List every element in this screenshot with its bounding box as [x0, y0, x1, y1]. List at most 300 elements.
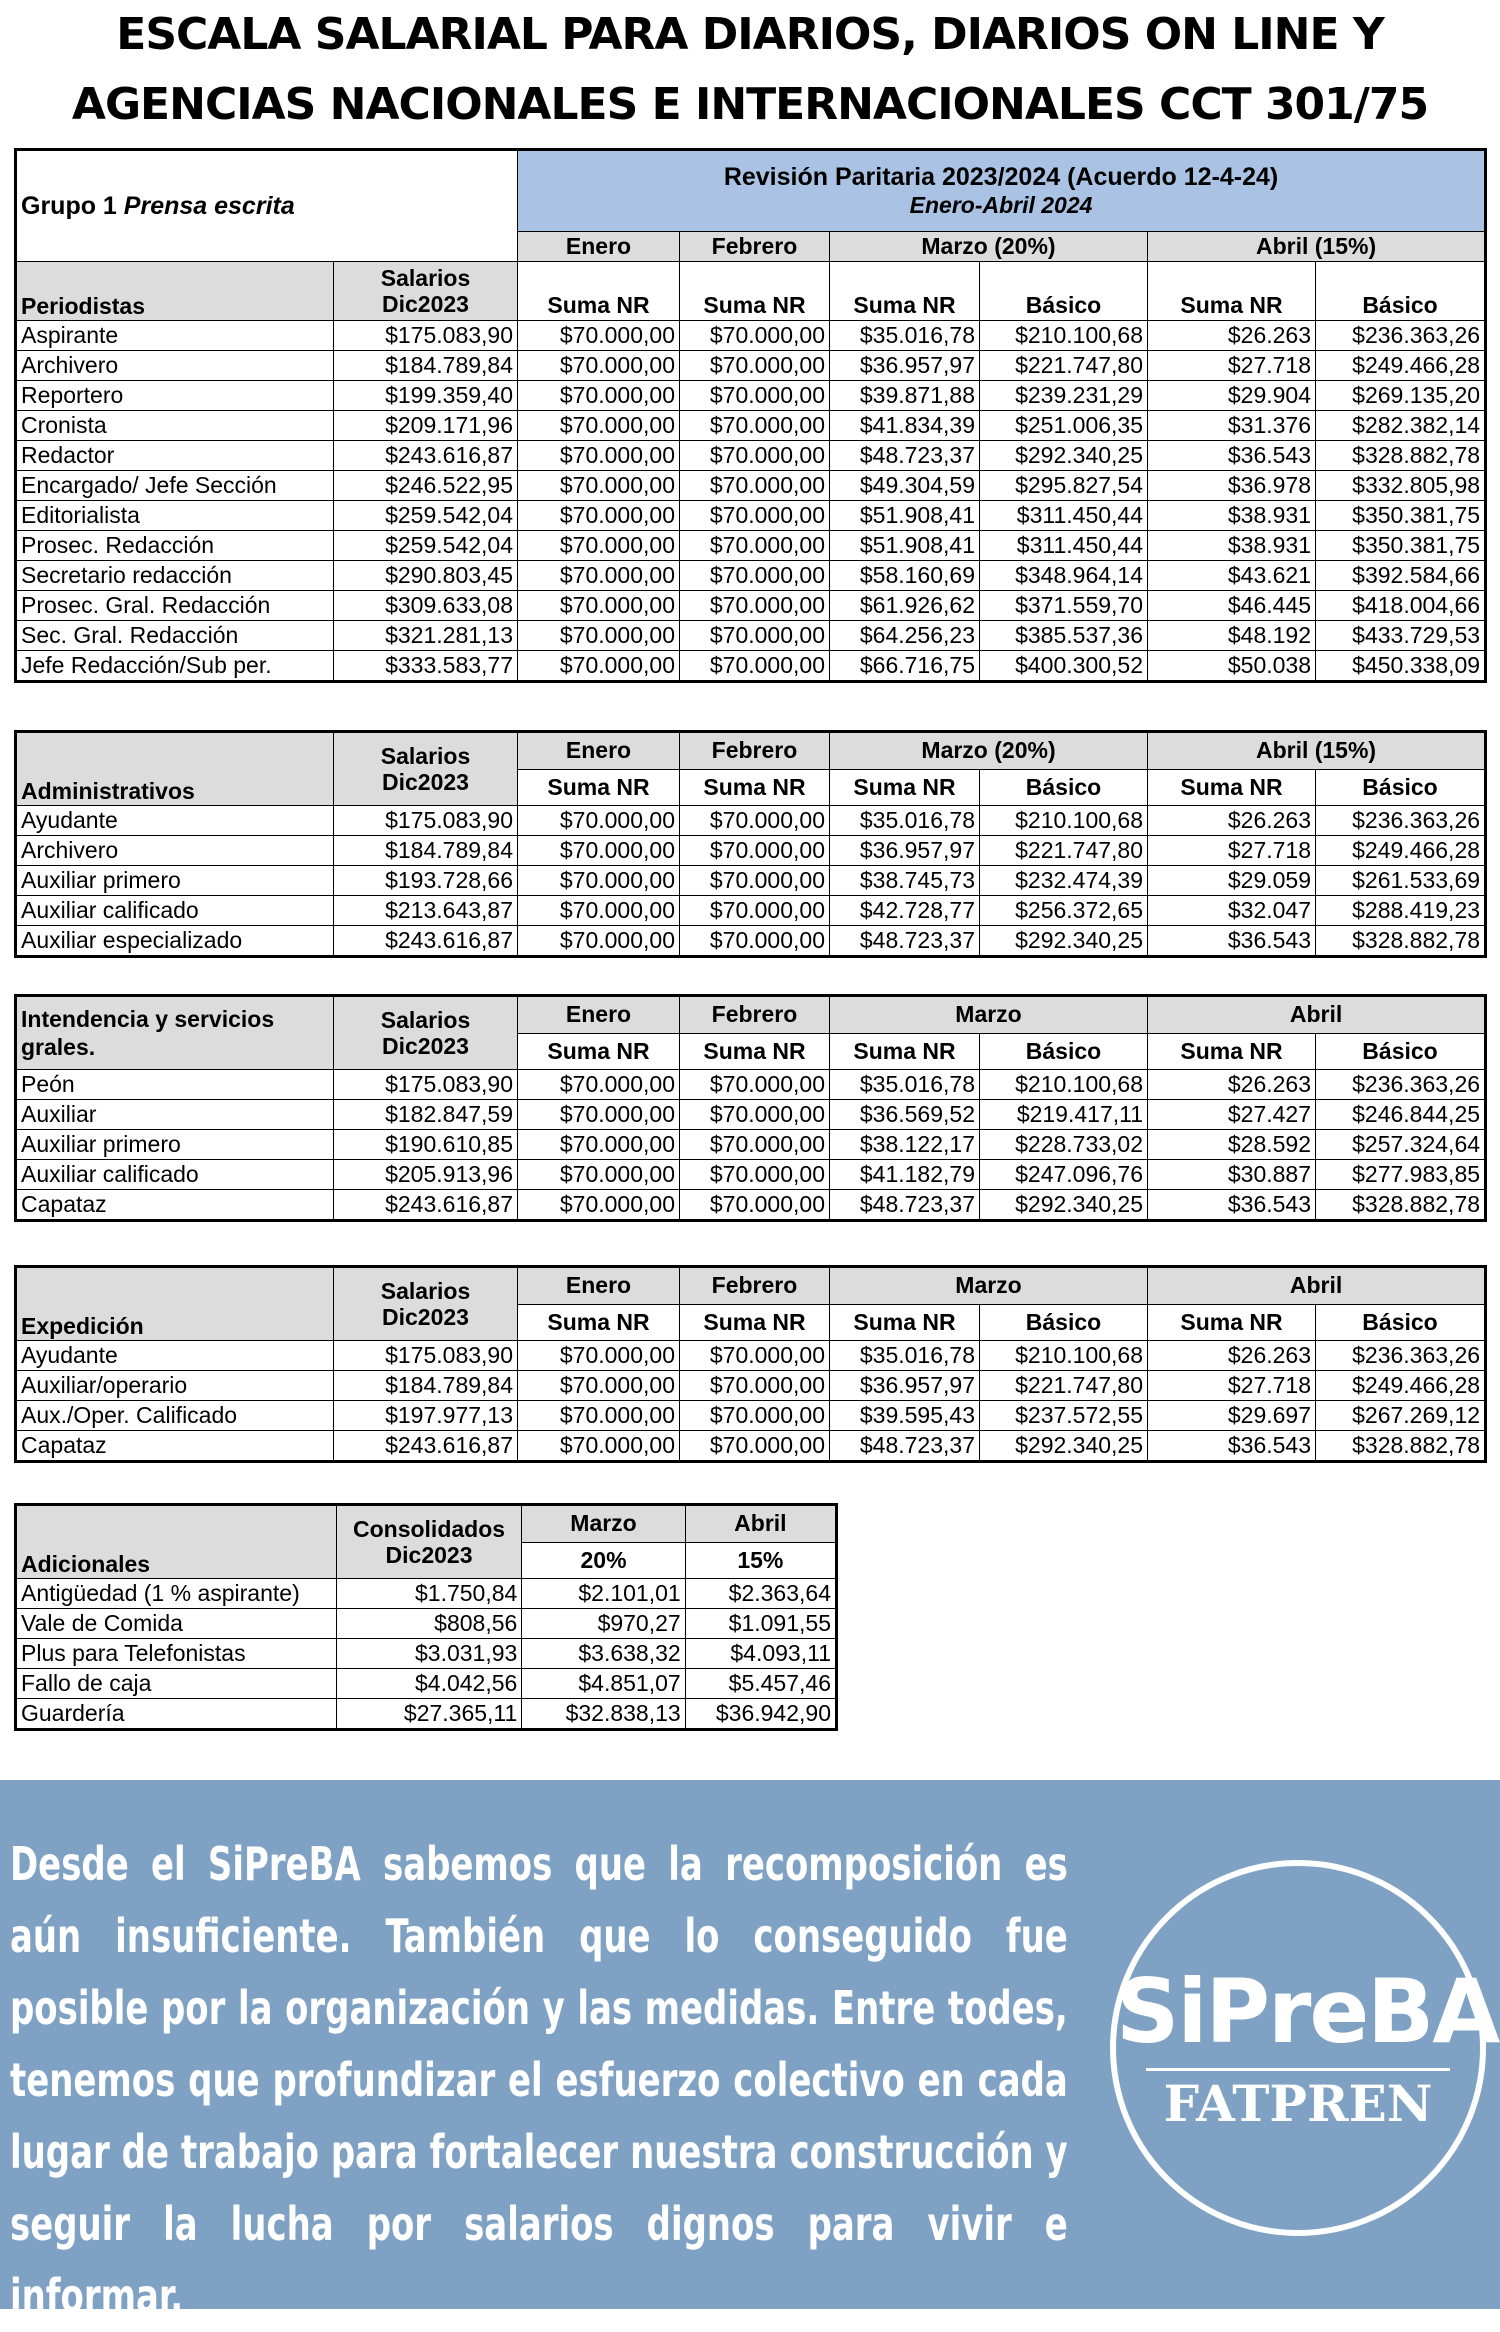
value-cell: $190.610,85 — [334, 1130, 518, 1160]
section-title — [16, 996, 334, 1070]
table-row — [16, 351, 1486, 381]
table-row — [16, 1160, 1486, 1190]
col-basico: Básico — [1316, 1304, 1486, 1340]
table-row — [16, 896, 1486, 926]
value-cell: $182.847,59 — [334, 1100, 518, 1130]
col-suma-nr: Suma NR — [830, 769, 980, 805]
col-febrero: Febrero — [680, 732, 830, 770]
dic-label: Dic2023 — [382, 1033, 469, 1059]
value-cell: $70.000,00 — [680, 411, 830, 441]
revision-header — [518, 150, 1486, 232]
table-row — [16, 1070, 1486, 1100]
col-suma-nr: Suma NR — [518, 769, 680, 805]
row-label: Prosec. Gral. Redacción — [16, 591, 334, 621]
value-cell: $70.000,00 — [680, 441, 830, 471]
table-row — [16, 1669, 837, 1699]
value-cell: $199.359,40 — [334, 381, 518, 411]
section-title-line-1: Intendencia y servicios — [21, 1006, 275, 1032]
value-cell: $70.000,00 — [518, 1401, 680, 1431]
value-cell: $36.543 — [1148, 926, 1316, 957]
col-marzo: Marzo (20%) — [830, 232, 1148, 262]
row-label: Sec. Gral. Redacción — [16, 621, 334, 651]
value-cell: $205.913,96 — [334, 1160, 518, 1190]
value-cell: $277.983,85 — [1316, 1160, 1486, 1190]
value-cell: $48.723,37 — [830, 926, 980, 957]
col-marzo: Marzo — [830, 996, 1148, 1034]
value-cell: $210.100,68 — [980, 321, 1148, 351]
value-cell: $26.263 — [1148, 1341, 1316, 1371]
value-cell: $311.450,44 — [980, 501, 1148, 531]
row-label: Plus para Telefonistas — [16, 1639, 337, 1669]
value-cell: $70.000,00 — [680, 926, 830, 957]
salarios-label: Salarios — [380, 1007, 471, 1033]
row-label: Encargado/ Jefe Sección — [16, 471, 334, 501]
table-row — [16, 531, 1486, 561]
expedicion-rows — [16, 1341, 1486, 1462]
col-suma-nr: Suma NR — [1148, 1304, 1316, 1340]
value-cell: $259.542,04 — [334, 501, 518, 531]
col-abril: Abril — [1148, 1267, 1486, 1305]
col-suma-nr: Suma NR — [1148, 262, 1316, 321]
value-cell: $4.851,07 — [522, 1669, 685, 1699]
value-cell: $4.042,56 — [336, 1669, 522, 1699]
value-cell: $70.000,00 — [680, 1070, 830, 1100]
col-basico: Básico — [1316, 262, 1486, 321]
col-febrero: Febrero — [680, 1267, 830, 1305]
col-abril: Abril (15%) — [1148, 732, 1486, 770]
value-cell: $246.522,95 — [334, 471, 518, 501]
consolidados-label: Consolidados — [352, 1516, 506, 1542]
value-cell: $228.733,02 — [980, 1130, 1148, 1160]
value-cell: $70.000,00 — [518, 836, 680, 866]
value-cell: $70.000,00 — [518, 926, 680, 957]
value-cell: $70.000,00 — [680, 321, 830, 351]
value-cell: $61.926,62 — [830, 591, 980, 621]
value-cell: $39.871,88 — [830, 381, 980, 411]
row-label: Archivero — [16, 351, 334, 381]
table-row — [16, 321, 1486, 351]
value-cell: $70.000,00 — [518, 1070, 680, 1100]
value-cell: $27.365,11 — [336, 1699, 522, 1730]
col-suma-nr: Suma NR — [830, 1033, 980, 1069]
col-enero: Enero — [518, 232, 680, 262]
value-cell: $256.372,65 — [980, 896, 1148, 926]
table-row — [16, 1431, 1486, 1462]
row-label: Ayudante — [16, 806, 334, 836]
value-cell: $175.083,90 — [334, 321, 518, 351]
col-marzo: Marzo — [830, 1267, 1148, 1305]
value-cell: $2.101,01 — [522, 1579, 685, 1609]
col-basico: Básico — [980, 769, 1148, 805]
intendencia-table — [14, 994, 1487, 1222]
dic-label: Dic2023 — [382, 769, 469, 795]
value-cell: $70.000,00 — [518, 321, 680, 351]
document-title — [0, 0, 1500, 140]
row-label: Auxiliar — [16, 1100, 334, 1130]
value-cell: $30.887 — [1148, 1160, 1316, 1190]
value-cell: $70.000,00 — [680, 1190, 830, 1221]
value-cell: $70.000,00 — [518, 1341, 680, 1371]
value-cell: $58.160,69 — [830, 561, 980, 591]
value-cell: $70.000,00 — [680, 351, 830, 381]
value-cell: $70.000,00 — [518, 531, 680, 561]
value-cell: $232.474,39 — [980, 866, 1148, 896]
section-title: Administrativos — [16, 732, 334, 806]
revision-title: Revisión Paritaria 2023/2024 (Acuerdo 12-4-24) — [723, 163, 1279, 191]
col-suma-nr: Suma NR — [680, 769, 830, 805]
value-cell: $26.263 — [1148, 321, 1316, 351]
value-cell: $70.000,00 — [680, 591, 830, 621]
row-label: Aux./Oper. Calificado — [16, 1401, 334, 1431]
value-cell: $221.747,80 — [980, 351, 1148, 381]
group-label-cell — [16, 150, 518, 262]
col-pct-15: 15% — [685, 1542, 836, 1578]
value-cell: $51.908,41 — [830, 501, 980, 531]
value-cell: $36.543 — [1148, 1431, 1316, 1462]
value-cell: $350.381,75 — [1316, 501, 1486, 531]
value-cell: $41.834,39 — [830, 411, 980, 441]
value-cell: $27.718 — [1148, 1371, 1316, 1401]
table-row — [16, 1579, 837, 1609]
col-suma-nr: Suma NR — [518, 262, 680, 321]
value-cell: $27.718 — [1148, 836, 1316, 866]
periodistas-rows — [16, 321, 1486, 682]
value-cell: $175.083,90 — [334, 806, 518, 836]
value-cell: $332.805,98 — [1316, 471, 1486, 501]
value-cell: $221.747,80 — [980, 836, 1148, 866]
value-cell: $26.263 — [1148, 806, 1316, 836]
value-cell: $70.000,00 — [680, 651, 830, 682]
value-cell: $29.904 — [1148, 381, 1316, 411]
value-cell: $385.537,36 — [980, 621, 1148, 651]
table-row — [16, 651, 1486, 682]
value-cell: $36.957,97 — [830, 1371, 980, 1401]
col-suma-nr: Suma NR — [680, 1033, 830, 1069]
table-row — [16, 1371, 1486, 1401]
value-cell: $70.000,00 — [518, 471, 680, 501]
row-label: Capataz — [16, 1431, 334, 1462]
value-cell: $43.621 — [1148, 561, 1316, 591]
value-cell: $70.000,00 — [680, 866, 830, 896]
col-basico: Básico — [980, 1304, 1148, 1340]
value-cell: $418.004,66 — [1316, 591, 1486, 621]
value-cell: $236.363,26 — [1316, 1070, 1486, 1100]
table-row — [16, 561, 1486, 591]
expedicion-table — [14, 1265, 1487, 1463]
value-cell: $247.096,76 — [980, 1160, 1148, 1190]
value-cell: $328.882,78 — [1316, 1431, 1486, 1462]
value-cell: $70.000,00 — [518, 896, 680, 926]
col-basico: Básico — [1316, 1033, 1486, 1069]
value-cell: $309.633,08 — [334, 591, 518, 621]
row-label: Capataz — [16, 1190, 334, 1221]
row-label: Guardería — [16, 1699, 337, 1730]
value-cell: $70.000,00 — [518, 1130, 680, 1160]
periodistas-table — [14, 148, 1487, 683]
col-basico: Básico — [1316, 769, 1486, 805]
value-cell: $48.192 — [1148, 621, 1316, 651]
row-label: Auxiliar/operario — [16, 1371, 334, 1401]
value-cell: $32.047 — [1148, 896, 1316, 926]
col-enero: Enero — [518, 996, 680, 1034]
row-label: Auxiliar especializado — [16, 926, 334, 957]
value-cell: $38.931 — [1148, 501, 1316, 531]
value-cell: $249.466,28 — [1316, 351, 1486, 381]
table-row — [16, 1100, 1486, 1130]
row-label: Auxiliar calificado — [16, 1160, 334, 1190]
row-label: Jefe Redacción/Sub per. — [16, 651, 334, 682]
value-cell: $251.006,35 — [980, 411, 1148, 441]
value-cell: $269.135,20 — [1316, 381, 1486, 411]
value-cell: $35.016,78 — [830, 806, 980, 836]
col-suma-nr: Suma NR — [680, 1304, 830, 1340]
value-cell: $175.083,90 — [334, 1070, 518, 1100]
intendencia-rows — [16, 1070, 1486, 1221]
salarios-header — [334, 732, 518, 806]
table-row — [16, 926, 1486, 957]
title-line-2: AGENCIAS NACIONALES E INTERNACIONALES CCT 301/75 — [71, 79, 1429, 130]
section-title-line-2: grales. — [21, 1034, 96, 1060]
col-suma-nr: Suma NR — [830, 1304, 980, 1340]
col-febrero: Febrero — [680, 232, 830, 262]
value-cell: $70.000,00 — [518, 441, 680, 471]
value-cell: $26.263 — [1148, 1070, 1316, 1100]
row-label: Peón — [16, 1070, 334, 1100]
col-suma-nr: Suma NR — [1148, 769, 1316, 805]
value-cell: $221.747,80 — [980, 1371, 1148, 1401]
value-cell: $70.000,00 — [680, 1160, 830, 1190]
salarios-label: Salarios — [380, 743, 471, 769]
value-cell: $210.100,68 — [980, 1070, 1148, 1100]
value-cell: $808,56 — [336, 1609, 522, 1639]
value-cell: $1.750,84 — [336, 1579, 522, 1609]
value-cell: $267.269,12 — [1316, 1401, 1486, 1431]
col-suma-nr: Suma NR — [518, 1033, 680, 1069]
table-row — [16, 806, 1486, 836]
value-cell: $400.300,52 — [980, 651, 1148, 682]
value-cell: $70.000,00 — [680, 1341, 830, 1371]
col-marzo: Marzo — [522, 1505, 685, 1543]
value-cell: $237.572,55 — [980, 1401, 1148, 1431]
value-cell: $197.977,13 — [334, 1401, 518, 1431]
col-basico: Básico — [980, 1033, 1148, 1069]
value-cell: $392.584,66 — [1316, 561, 1486, 591]
col-abril: Abril — [1148, 996, 1486, 1034]
value-cell: $70.000,00 — [680, 1100, 830, 1130]
value-cell: $70.000,00 — [518, 1100, 680, 1130]
row-label: Auxiliar primero — [16, 866, 334, 896]
value-cell: $42.728,77 — [830, 896, 980, 926]
value-cell: $282.382,14 — [1316, 411, 1486, 441]
table-row — [16, 1341, 1486, 1371]
value-cell: $371.559,70 — [980, 591, 1148, 621]
value-cell: $36.543 — [1148, 1190, 1316, 1221]
value-cell: $29.697 — [1148, 1401, 1316, 1431]
value-cell: $38.931 — [1148, 531, 1316, 561]
value-cell: $70.000,00 — [680, 501, 830, 531]
value-cell: $70.000,00 — [518, 591, 680, 621]
value-cell: $290.803,45 — [334, 561, 518, 591]
value-cell: $64.256,23 — [830, 621, 980, 651]
value-cell: $193.728,66 — [334, 866, 518, 896]
table-row — [16, 836, 1486, 866]
section-title: Adicionales — [16, 1505, 337, 1579]
value-cell: $239.231,29 — [980, 381, 1148, 411]
value-cell: $209.171,96 — [334, 411, 518, 441]
value-cell: $70.000,00 — [518, 411, 680, 441]
table-row — [16, 411, 1486, 441]
table-row — [16, 501, 1486, 531]
value-cell: $70.000,00 — [680, 381, 830, 411]
value-cell: $249.466,28 — [1316, 1371, 1486, 1401]
value-cell: $70.000,00 — [518, 621, 680, 651]
salarios-header — [334, 1267, 518, 1341]
dic-label: Dic2023 — [385, 1542, 473, 1568]
value-cell: $292.340,25 — [980, 1431, 1148, 1462]
row-label: Editorialista — [16, 501, 334, 531]
value-cell: $970,27 — [522, 1609, 685, 1639]
table-row — [16, 441, 1486, 471]
salarios-header — [334, 262, 518, 321]
value-cell: $70.000,00 — [518, 806, 680, 836]
dic-label: Dic2023 — [382, 1304, 469, 1330]
col-marzo: Marzo (20%) — [830, 732, 1148, 770]
value-cell: $295.827,54 — [980, 471, 1148, 501]
title-line-1: ESCALA SALARIAL PARA DIARIOS, DIARIOS ON LINE Y — [116, 9, 1384, 60]
adicionales-rows — [16, 1579, 837, 1730]
value-cell: $246.844,25 — [1316, 1100, 1486, 1130]
value-cell: $321.281,13 — [334, 621, 518, 651]
value-cell: $243.616,87 — [334, 1431, 518, 1462]
value-cell: $243.616,87 — [334, 1190, 518, 1221]
value-cell: $36.569,52 — [830, 1100, 980, 1130]
salarios-header — [334, 996, 518, 1070]
value-cell: $350.381,75 — [1316, 531, 1486, 561]
value-cell: $292.340,25 — [980, 1190, 1148, 1221]
value-cell: $36.543 — [1148, 441, 1316, 471]
row-label: Ayudante — [16, 1341, 334, 1371]
value-cell: $70.000,00 — [680, 836, 830, 866]
table-row — [16, 471, 1486, 501]
value-cell: $210.100,68 — [980, 806, 1148, 836]
value-cell: $210.100,68 — [980, 1341, 1148, 1371]
value-cell: $311.450,44 — [980, 531, 1148, 561]
consolidados-header — [336, 1505, 522, 1579]
value-cell: $27.718 — [1148, 351, 1316, 381]
col-suma-nr: Suma NR — [830, 262, 980, 321]
row-label: Auxiliar primero — [16, 1130, 334, 1160]
value-cell: $184.789,84 — [334, 836, 518, 866]
value-cell: $36.957,97 — [830, 836, 980, 866]
value-cell: $36.957,97 — [830, 351, 980, 381]
value-cell: $38.122,17 — [830, 1130, 980, 1160]
value-cell: $3.638,32 — [522, 1639, 685, 1669]
row-label: Fallo de caja — [16, 1669, 337, 1699]
value-cell: $5.457,46 — [685, 1669, 836, 1699]
section-title: Expedición — [16, 1267, 334, 1341]
table-row — [16, 1639, 837, 1669]
revision-period: Enero-Abril 2024 — [909, 192, 1093, 218]
value-cell: $70.000,00 — [680, 896, 830, 926]
salarios-label: Salarios — [380, 265, 471, 291]
table-row — [16, 866, 1486, 896]
value-cell: $70.000,00 — [518, 561, 680, 591]
value-cell: $27.427 — [1148, 1100, 1316, 1130]
value-cell: $36.942,90 — [685, 1699, 836, 1730]
value-cell: $50.038 — [1148, 651, 1316, 682]
value-cell: $236.363,26 — [1316, 321, 1486, 351]
row-label: Reportero — [16, 381, 334, 411]
value-cell: $184.789,84 — [334, 1371, 518, 1401]
value-cell: $70.000,00 — [518, 1160, 680, 1190]
value-cell: $51.908,41 — [830, 531, 980, 561]
col-febrero: Febrero — [680, 996, 830, 1034]
value-cell: $46.445 — [1148, 591, 1316, 621]
value-cell: $70.000,00 — [680, 1401, 830, 1431]
col-abril: Abril — [685, 1505, 836, 1543]
col-suma-nr: Suma NR — [680, 262, 830, 321]
value-cell: $259.542,04 — [334, 531, 518, 561]
value-cell: $348.964,14 — [980, 561, 1148, 591]
value-cell: $288.419,23 — [1316, 896, 1486, 926]
col-enero: Enero — [518, 1267, 680, 1305]
value-cell: $70.000,00 — [680, 1371, 830, 1401]
value-cell: $48.723,37 — [830, 1431, 980, 1462]
col-abril: Abril (15%) — [1148, 232, 1486, 262]
row-label: Redactor — [16, 441, 334, 471]
value-cell: $236.363,26 — [1316, 806, 1486, 836]
value-cell: $35.016,78 — [830, 321, 980, 351]
value-cell: $175.083,90 — [334, 1341, 518, 1371]
row-label: Secretario redacción — [16, 561, 334, 591]
value-cell: $48.723,37 — [830, 441, 980, 471]
value-cell: $70.000,00 — [680, 561, 830, 591]
value-cell: $328.882,78 — [1316, 926, 1486, 957]
row-label: Prosec. Redacción — [16, 531, 334, 561]
value-cell: $70.000,00 — [518, 1371, 680, 1401]
table-row — [16, 381, 1486, 411]
value-cell: $70.000,00 — [680, 1431, 830, 1462]
row-label: Cronista — [16, 411, 334, 441]
table-row — [16, 1699, 837, 1730]
value-cell: $1.091,55 — [685, 1609, 836, 1639]
value-cell: $450.338,09 — [1316, 651, 1486, 682]
value-cell: $70.000,00 — [518, 381, 680, 411]
value-cell: $35.016,78 — [830, 1341, 980, 1371]
value-cell: $243.616,87 — [334, 926, 518, 957]
adicionales-table — [14, 1503, 838, 1731]
col-basico: Básico — [980, 262, 1148, 321]
value-cell: $70.000,00 — [680, 806, 830, 836]
administrativos-table — [14, 730, 1487, 958]
logo-text-fatpren: FATPREN — [1163, 2074, 1433, 2133]
value-cell: $39.595,43 — [830, 1401, 980, 1431]
table-row — [16, 1190, 1486, 1221]
row-label: Antigüedad (1 % aspirante) — [16, 1579, 337, 1609]
col-suma-nr: Suma NR — [1148, 1033, 1316, 1069]
value-cell: $249.466,28 — [1316, 836, 1486, 866]
value-cell: $219.417,11 — [980, 1100, 1148, 1130]
value-cell: $292.340,25 — [980, 926, 1148, 957]
dic-label: Dic2023 — [382, 291, 469, 317]
salarios-label: Salarios — [380, 1278, 471, 1304]
value-cell: $70.000,00 — [518, 351, 680, 381]
sipreba-logo — [1110, 1860, 1499, 2236]
value-cell: $35.016,78 — [830, 1070, 980, 1100]
value-cell: $333.583,77 — [334, 651, 518, 682]
value-cell: $49.304,59 — [830, 471, 980, 501]
table-row — [16, 1130, 1486, 1160]
